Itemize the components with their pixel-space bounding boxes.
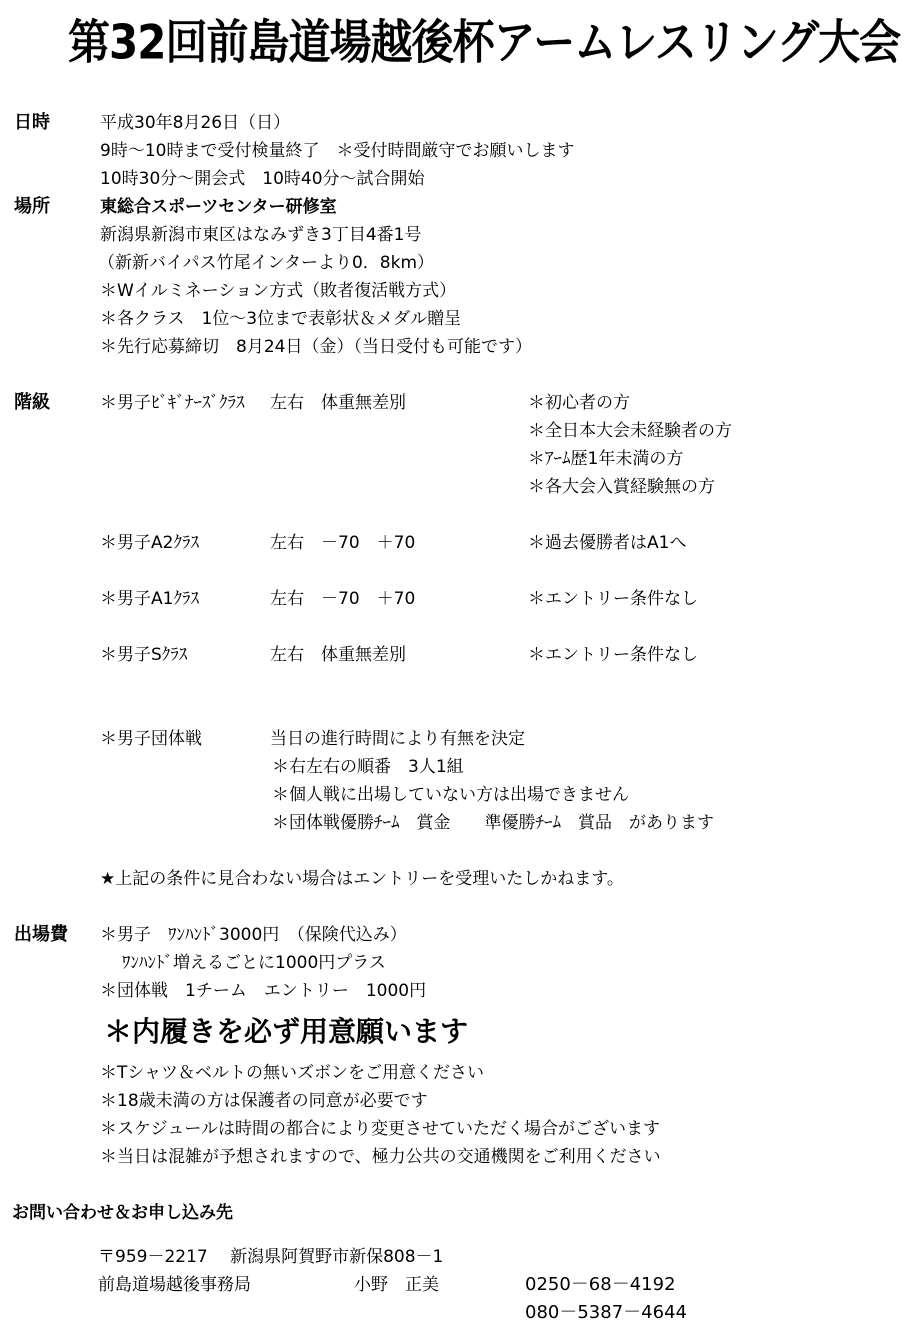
general-note: ＊18歳未満の方は保護者の同意が必要です: [100, 1091, 428, 1111]
contact-address: 〒959－2217 新潟県阿賀野市新保808－1: [98, 1247, 444, 1267]
general-note: ＊当日は混雑が予想されますので、極力公共の交通機関をご利用ください: [100, 1147, 661, 1167]
fee-line: ＊男子 ﾜﾝﾊﾝﾄﾞ3000円 （保険代込み）: [100, 925, 407, 945]
general-note: ＊Tシャツ＆ベルトの無いズボンをご用意ください: [100, 1063, 485, 1083]
page-title: 第32回前島道場越後杯アームレスリング大会: [68, 14, 901, 70]
class-s-name: ＊男子Sｸﾗｽ: [100, 645, 188, 665]
class-team-note: ＊右左右の順番 3人1組: [272, 757, 464, 777]
class-beginner-condition: ＊全日本大会未経験者の方: [528, 421, 732, 441]
venue-access: （新新バイパス竹尾インターより0．8km）: [98, 253, 435, 273]
class-s-weight: 左右 体重無差別: [270, 645, 406, 665]
reception-time: 9時～10時まで受付検量終了 ＊受付時間厳守でお願いします: [100, 141, 575, 161]
class-beginner-condition: ＊初心者の方: [528, 393, 630, 413]
class-beginner-condition: ＊ｱｰﾑ歴1年未満の方: [528, 449, 684, 469]
contact-phone-2: 080－5387－4644: [525, 1302, 687, 1323]
venue-name: 東総合スポーツセンター研修室: [100, 197, 337, 217]
class-team-name: ＊男子団体戦: [100, 729, 202, 749]
class-team-desc: 当日の進行時間により有無を決定: [270, 729, 525, 749]
deadline-note: ＊先行応募締切 8月24日（金）（当日受付も可能です）: [100, 337, 532, 357]
class-a1-name: ＊男子A1ｸﾗｽ: [100, 589, 199, 609]
class-team-note: ＊個人戦に出場していない方は出場できません: [272, 785, 629, 805]
ceremony-time: 10時30分～開会式 10時40分～試合開始: [100, 169, 425, 189]
class-a2-name: ＊男子A2ｸﾗｽ: [100, 533, 199, 553]
class-a1-weight: 左右 －70 ＋70: [270, 589, 416, 609]
event-date: 平成30年8月26日（日）: [100, 113, 291, 133]
class-beginner-condition: ＊各大会入賞経験無の方: [528, 477, 715, 497]
venue-address: 新潟県新潟市東区はなみずき3丁目4番1号: [100, 225, 422, 245]
class-a1-condition: ＊エントリー条件なし: [528, 589, 698, 609]
class-s-condition: ＊エントリー条件なし: [528, 645, 698, 665]
class-team-note: ＊団体戦優勝ﾁｰﾑ 賞金 準優勝ﾁｰﾑ 賞品 があります: [272, 813, 714, 833]
class-a2-condition: ＊過去優勝者はA1へ: [528, 533, 687, 553]
venue-label: 場所: [14, 196, 50, 217]
indoor-shoes-emphasis: ＊内履きを必ず用意願います: [104, 1015, 469, 1048]
fee-label: 出場費: [14, 924, 68, 945]
entry-notice: ★上記の条件に見合わない場合はエントリーを受理いたしかねます。: [100, 869, 624, 889]
fee-line: ＊団体戦 1チーム エントリー 1000円: [100, 981, 427, 1001]
fee-line: ﾜﾝﾊﾝﾄﾞ増えるごとに1000円プラス: [122, 953, 386, 973]
class-beginner-name: ＊男子ﾋﾞｷﾞﾅｰｽﾞｸﾗｽ: [100, 393, 245, 413]
award-note: ＊各クラス 1位～3位まで表彰状＆メダル贈呈: [100, 309, 462, 329]
contact-office: 前島道場越後事務局: [98, 1275, 251, 1295]
datetime-label: 日時: [14, 112, 50, 133]
contact-phone-1: 0250－68－4192: [525, 1274, 676, 1295]
contact-person: 小野 正美: [354, 1275, 439, 1295]
contact-heading: お問い合わせ＆お申し込み先: [12, 1203, 233, 1223]
general-note: ＊スケジュールは時間の都合により変更させていただく場合がございます: [100, 1119, 660, 1139]
class-beginner-weight: 左右 体重無差別: [270, 393, 406, 413]
format-note: ＊Wイルミネーション方式（敗者復活戦方式）: [100, 281, 457, 301]
class-a2-weight: 左右 －70 ＋70: [270, 533, 416, 553]
classes-label: 階級: [14, 392, 50, 413]
